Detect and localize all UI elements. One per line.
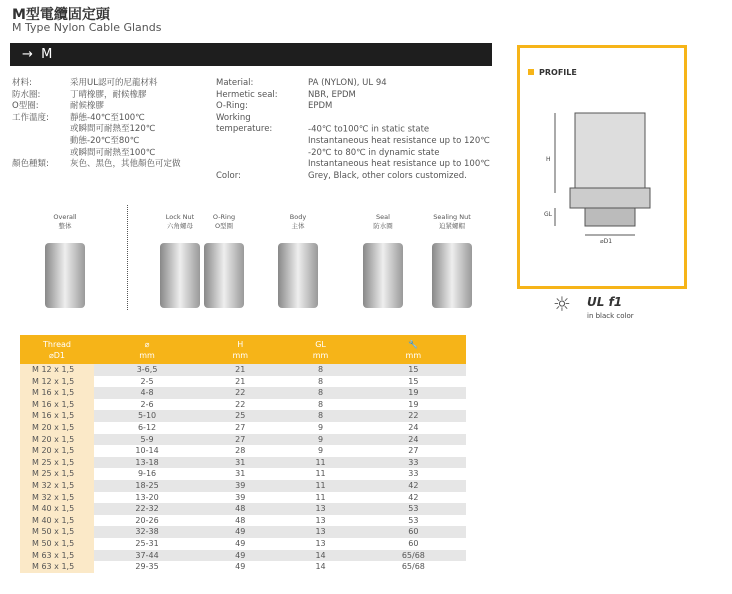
table-cell: 27 bbox=[235, 422, 246, 432]
table-cell: 20-26 bbox=[135, 515, 159, 525]
table-cell: 9-16 bbox=[137, 469, 157, 479]
table-cell: 27 bbox=[408, 446, 419, 456]
part-en: Seal bbox=[376, 213, 390, 221]
spec-row bbox=[12, 159, 181, 171]
section-bar bbox=[10, 43, 492, 66]
table-cell: 31 bbox=[235, 469, 246, 479]
table-cell: 5-9 bbox=[94, 434, 200, 446]
spec-table bbox=[20, 335, 466, 573]
table-cell: 39 bbox=[200, 480, 280, 492]
table-row bbox=[20, 492, 466, 504]
table-cell: M 40 x 1,5 bbox=[20, 503, 94, 515]
spec-label: Working temperature: bbox=[216, 112, 273, 135]
table-row bbox=[20, 364, 466, 376]
header-unit: mm bbox=[312, 350, 329, 360]
spec-value: 采用UL認可的尼龍材料 bbox=[70, 78, 158, 88]
spec-value: EPDM bbox=[308, 101, 333, 112]
table-cell: 2-6 bbox=[140, 399, 154, 409]
table-cell: 25-31 bbox=[135, 538, 159, 548]
table-row bbox=[20, 526, 466, 538]
table-cell: 8 bbox=[280, 364, 360, 376]
table-cell: 8 bbox=[318, 376, 324, 386]
spec-value: Instantaneous heat resistance up to 120℃ bbox=[308, 135, 490, 146]
table-cell: 33 bbox=[408, 469, 419, 479]
table-row bbox=[20, 387, 466, 399]
divider bbox=[127, 205, 128, 310]
header-unit: ⌀D1 bbox=[48, 350, 66, 360]
table-cell: 19 bbox=[408, 399, 419, 409]
table-cell: M 25 x 1,5 bbox=[20, 468, 94, 480]
header-line: 🔧 bbox=[408, 339, 419, 349]
table-cell: 42 bbox=[361, 480, 466, 492]
table-cell: 13 bbox=[315, 515, 326, 525]
table-cell: 22 bbox=[235, 399, 246, 409]
spec-value: PA (NYLON), UL 94 bbox=[308, 78, 387, 88]
table-row bbox=[20, 422, 466, 434]
table-cell: 4-8 bbox=[94, 387, 200, 399]
d1-label: ⌀D1 bbox=[600, 238, 613, 245]
gl-label: GL bbox=[544, 211, 552, 218]
spec-row bbox=[12, 90, 181, 102]
table-cell: M 32 x 1,5 bbox=[20, 480, 94, 492]
spec-row bbox=[12, 136, 181, 148]
table-cell: 24 bbox=[361, 434, 466, 446]
part-cn: 防水圈 bbox=[373, 222, 393, 230]
spec-row bbox=[216, 148, 490, 160]
table-cell: 53 bbox=[408, 515, 419, 525]
part-label bbox=[353, 213, 413, 231]
spec-value: Grey, Black, other colors customized. bbox=[308, 170, 467, 181]
table-cell: 29-35 bbox=[135, 562, 159, 572]
table-row bbox=[20, 561, 466, 573]
part-image bbox=[204, 243, 244, 308]
specs-en bbox=[216, 78, 490, 182]
logo-text: UL f1 bbox=[587, 295, 623, 309]
part-cn: 整体 bbox=[58, 222, 72, 230]
title-cn: M型電纜固定頭 bbox=[12, 7, 110, 23]
table-cell: 60 bbox=[408, 538, 419, 548]
spec-row bbox=[216, 78, 490, 90]
part-image bbox=[278, 243, 318, 308]
table-cell: 10-14 bbox=[135, 446, 159, 456]
table-cell: 42 bbox=[408, 492, 419, 502]
table-row bbox=[20, 410, 466, 422]
table-cell: M 16 x 1,5 bbox=[20, 387, 94, 399]
ul-logo bbox=[553, 292, 634, 320]
header-line: H bbox=[237, 339, 244, 349]
part-cn: 主体 bbox=[291, 222, 305, 230]
part-label bbox=[194, 213, 254, 231]
table-cell: 13 bbox=[315, 538, 326, 548]
spec-label: 工作溫度: bbox=[12, 112, 49, 123]
table-cell: 48 bbox=[235, 515, 246, 525]
table-row bbox=[20, 376, 466, 388]
part-en: Sealing Nut bbox=[433, 213, 471, 221]
table-cell: M 20 x 1,5 bbox=[20, 445, 94, 457]
table-cell: 28 bbox=[235, 446, 246, 456]
part-cn: O型圈 bbox=[214, 222, 234, 230]
table-cell: 33 bbox=[361, 457, 466, 469]
spec-row bbox=[216, 113, 490, 136]
part-cn: 六角螺母 bbox=[167, 222, 193, 230]
spec-label: 防水圈: bbox=[12, 89, 41, 100]
spec-label: Material: bbox=[216, 78, 254, 88]
column-header bbox=[20, 335, 94, 364]
table-cell: 13-20 bbox=[135, 492, 159, 502]
part-image bbox=[160, 243, 200, 308]
table-cell: 18-25 bbox=[94, 480, 200, 492]
spec-label: O-Ring: bbox=[216, 101, 248, 112]
spec-row bbox=[216, 171, 490, 183]
spec-value: 灰色、黑色，其他顏色可定做 bbox=[70, 159, 181, 170]
table-row bbox=[20, 503, 466, 515]
table-cell: 24 bbox=[408, 422, 419, 432]
column-header bbox=[280, 335, 360, 364]
table-cell: 37-44 bbox=[94, 550, 200, 562]
part-image bbox=[363, 243, 403, 308]
spec-value: NBR, EPDM bbox=[308, 89, 356, 100]
header-line: GL bbox=[315, 339, 326, 349]
part-en: O-Ring bbox=[212, 213, 236, 221]
part-label bbox=[422, 213, 482, 231]
table-cell: 9 bbox=[318, 446, 324, 456]
table-cell: 13-18 bbox=[94, 457, 200, 469]
table-cell: 31 bbox=[200, 457, 280, 469]
table-cell: 6-12 bbox=[137, 422, 157, 432]
table-row bbox=[20, 550, 466, 562]
section-label: M bbox=[41, 47, 53, 62]
spec-row bbox=[216, 159, 490, 171]
table-cell: 13 bbox=[280, 526, 360, 538]
part-cn: 迫紧螺帽 bbox=[439, 222, 465, 230]
spec-row bbox=[12, 124, 181, 136]
part-en: Lock Nut bbox=[165, 213, 195, 221]
spec-value: 動態-20℃至80℃ bbox=[70, 135, 140, 146]
part-image bbox=[45, 243, 85, 308]
spec-row bbox=[12, 113, 181, 125]
profile-drawing bbox=[545, 103, 665, 243]
table-row bbox=[20, 480, 466, 492]
table-cell: M 20 x 1,5 bbox=[20, 434, 94, 446]
spec-label: Color: bbox=[216, 170, 241, 181]
table-cell: 21 bbox=[200, 364, 280, 376]
table-cell: M 32 x 1,5 bbox=[20, 492, 94, 504]
table-cell: 53 bbox=[361, 503, 466, 515]
part-image bbox=[432, 243, 472, 308]
table-cell: 11 bbox=[315, 492, 326, 502]
profile-panel bbox=[517, 45, 687, 289]
table-row bbox=[20, 468, 466, 480]
table-row bbox=[20, 434, 466, 446]
table-cell: 14 bbox=[280, 550, 360, 562]
spec-label: 材料: bbox=[12, 78, 32, 88]
table-cell: M 12 x 1,5 bbox=[20, 376, 94, 388]
spec-row bbox=[216, 136, 490, 148]
column-header bbox=[200, 335, 280, 364]
spec-row bbox=[12, 101, 181, 113]
table-cell: M 16 x 1,5 bbox=[20, 399, 94, 411]
table-cell: 2-5 bbox=[140, 376, 154, 386]
table-cell: 21 bbox=[235, 376, 246, 386]
spec-row bbox=[12, 148, 181, 160]
arrow-icon: → bbox=[22, 47, 33, 62]
table-cell: M 63 x 1,5 bbox=[20, 561, 94, 573]
sun-icon: ☼ bbox=[553, 292, 571, 316]
table-cell: M 25 x 1,5 bbox=[20, 457, 94, 469]
table-row bbox=[20, 538, 466, 550]
table-cell: 60 bbox=[361, 526, 466, 538]
profile-label: PROFILE bbox=[539, 68, 577, 77]
header-line: Thread bbox=[43, 339, 71, 349]
column-header bbox=[361, 335, 466, 364]
table-cell: 5-10 bbox=[94, 410, 200, 422]
table-cell: M 40 x 1,5 bbox=[20, 515, 94, 527]
table-cell: M 20 x 1,5 bbox=[20, 422, 94, 434]
spec-row bbox=[12, 78, 181, 90]
spec-value: 或瞬間可耐熱至120℃ bbox=[70, 124, 156, 135]
table-cell: M 12 x 1,5 bbox=[20, 364, 94, 376]
table-cell: 49 bbox=[200, 526, 280, 538]
spec-value: 或瞬間可耐熱至100℃ bbox=[70, 147, 156, 158]
table-cell: 49 bbox=[235, 562, 246, 572]
table-cell: 14 bbox=[315, 562, 326, 572]
spec-row bbox=[216, 90, 490, 102]
part-en: Body bbox=[289, 213, 307, 221]
table-cell: 22 bbox=[361, 410, 466, 422]
table-cell: 3-6,5 bbox=[94, 364, 200, 376]
logo-sub: in black color bbox=[587, 312, 634, 320]
spec-value: -40℃ to100℃ in static state bbox=[308, 124, 430, 135]
spec-value: Instantaneous heat resistance up to 100℃ bbox=[308, 159, 490, 170]
table-cell: 11 bbox=[280, 480, 360, 492]
table-cell: 9 bbox=[280, 434, 360, 446]
part-label bbox=[35, 213, 95, 231]
spec-label: O型圈: bbox=[12, 101, 39, 112]
table-cell: 27 bbox=[200, 434, 280, 446]
part-label bbox=[268, 213, 328, 231]
table-cell: 49 bbox=[200, 550, 280, 562]
table-cell: 39 bbox=[235, 492, 246, 502]
table-cell: 13 bbox=[280, 503, 360, 515]
table-cell: 22-32 bbox=[94, 503, 200, 515]
table-cell: 11 bbox=[280, 457, 360, 469]
table-cell: 8 bbox=[280, 387, 360, 399]
header-unit: mm bbox=[139, 350, 155, 360]
table-cell: 22 bbox=[200, 387, 280, 399]
table-cell: 49 bbox=[235, 538, 246, 548]
table-row bbox=[20, 445, 466, 457]
bullet-icon bbox=[528, 69, 534, 75]
table-cell: 9 bbox=[318, 422, 324, 432]
table-cell: 19 bbox=[361, 387, 466, 399]
table-cell: 48 bbox=[200, 503, 280, 515]
spec-label: Hermetic seal: bbox=[216, 89, 278, 100]
column-header bbox=[94, 335, 200, 364]
table-cell: 65/68 bbox=[361, 550, 466, 562]
table-cell: M 50 x 1,5 bbox=[20, 538, 94, 550]
spec-value: 靜態-40℃至100℃ bbox=[70, 112, 145, 123]
spec-value: 丁晴橡膠，耐候橡膠 bbox=[70, 89, 147, 100]
table-cell: 8 bbox=[318, 399, 324, 409]
header-unit: mm bbox=[232, 350, 249, 360]
table-cell: 25 bbox=[200, 410, 280, 422]
spec-label: 顏色種類: bbox=[12, 159, 49, 170]
table-row bbox=[20, 457, 466, 469]
header-unit: mm bbox=[405, 350, 422, 360]
table-cell: M 16 x 1,5 bbox=[20, 410, 94, 422]
table-cell: M 50 x 1,5 bbox=[20, 526, 94, 538]
table-cell: 32-38 bbox=[94, 526, 200, 538]
table-cell: 15 bbox=[408, 376, 419, 386]
table-row bbox=[20, 399, 466, 411]
table-cell: M 63 x 1,5 bbox=[20, 550, 94, 562]
header-line: ⌀ bbox=[144, 339, 150, 349]
table-cell: 15 bbox=[361, 364, 466, 376]
h-label: H bbox=[546, 156, 551, 163]
table-row bbox=[20, 515, 466, 527]
spec-value: -20℃ to 80℃ in dynamic state bbox=[308, 147, 440, 158]
table-cell: 65/68 bbox=[401, 562, 425, 572]
part-en: Overall bbox=[53, 213, 77, 221]
table-cell: 8 bbox=[280, 410, 360, 422]
spec-row bbox=[216, 101, 490, 113]
spec-value: 耐候橡膠 bbox=[70, 101, 105, 112]
title-en: M Type Nylon Cable Glands bbox=[12, 21, 162, 34]
specs-cn bbox=[12, 78, 181, 171]
table-cell: 11 bbox=[315, 469, 326, 479]
